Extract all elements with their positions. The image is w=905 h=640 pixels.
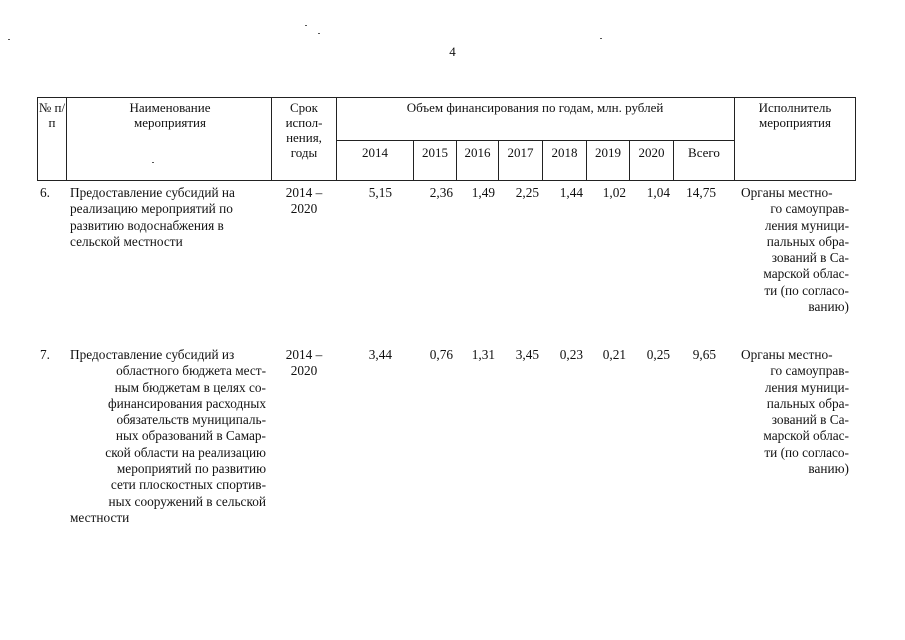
row7-name-line: ным бюджетам в целях со- (114, 379, 266, 395)
row6-executor-line: ления муници- (764, 217, 849, 233)
row7-name-line: финансирования расходных (107, 395, 266, 411)
col-divider-no (66, 97, 67, 181)
scan-speck (600, 38, 602, 39)
row6-term-line: 2020 (290, 201, 318, 217)
row7-value-2020: 0,25 (646, 347, 670, 362)
row6-term (275, 185, 333, 218)
row6-executor-line: го самоуправ- (770, 201, 849, 217)
row7-name-line: Предоставление субсидий из (70, 347, 235, 362)
page-number: 4 (449, 44, 456, 59)
scan-speck (305, 25, 307, 26)
row6-name-line: сельской местности (70, 233, 183, 249)
header-funding: Объем финансирования по годам, млн. рублей (406, 100, 664, 115)
row7-executor-line: ления муници- (764, 379, 849, 395)
row6-value-2017: 2,25 (515, 185, 539, 200)
table-top-border (37, 97, 855, 98)
row7-name-line: областного бюджета мест- (116, 363, 266, 379)
row6-name-line: реализацию мероприятий по (70, 201, 233, 217)
row7-name-line: обязательств муниципаль- (116, 412, 266, 428)
row6-executor-line: пальных обра- (766, 233, 849, 249)
row7-executor-line: ванию) (808, 461, 849, 477)
header-year-2014: 2014 (362, 145, 388, 160)
row6-executor-line: ти (по согласо- (764, 282, 849, 298)
header-year-2019: 2019 (595, 145, 621, 160)
row7-name-line: ской области на реализацию (105, 444, 266, 460)
row7-value-2015: 0,76 (429, 347, 453, 362)
row6-value-2019: 1,02 (602, 185, 626, 200)
row7-executor-line: го самоуправ- (770, 363, 849, 379)
header-year-2017: 2017 (507, 145, 534, 160)
row7-value-2017: 3,45 (515, 347, 539, 362)
row6-executor-line: Органы местно- (741, 185, 833, 200)
row6-value-2018: 1,44 (559, 185, 583, 200)
row7-executor-line: марской облас- (763, 428, 849, 444)
row6-value-2016: 1,49 (471, 185, 495, 200)
col-divider-name (271, 97, 272, 181)
row6-name-line: развитию водоснабжения в (70, 217, 224, 233)
col-divider-term (336, 97, 337, 181)
header-year-total: Всего (688, 145, 720, 160)
years-top-border (336, 140, 734, 141)
row6-name (70, 185, 266, 250)
row7-value-2016: 1,31 (471, 347, 495, 362)
scan-speck (318, 33, 320, 34)
header-year-2018: 2018 (551, 145, 578, 160)
row6-value-2020: 1,04 (646, 185, 670, 200)
row6-executor-line: марской облас- (763, 266, 849, 282)
row7-term (275, 347, 333, 380)
row7-executor-line: зований в Са- (771, 412, 849, 428)
table-right-border (855, 97, 856, 181)
row7-value-2018: 0,23 (559, 347, 583, 362)
header-year-2020: 2020 (638, 145, 665, 160)
row7-name-line: мероприятий по развитию (116, 461, 266, 477)
row7-executor-line: Органы местно- (741, 347, 833, 362)
row7-executor-line: пальных обра- (766, 395, 849, 411)
row6-executor (741, 185, 849, 315)
header-bottom-border (37, 180, 855, 181)
header-year-2015: 2015 (422, 145, 448, 160)
row7-name-line: местности (70, 509, 130, 525)
row7-term-line: 2020 (290, 363, 318, 379)
header-executor: Исполнитель мероприятия (758, 100, 832, 130)
row7-name-line: сети плоскостных спортив- (110, 477, 266, 493)
scan-speck (152, 162, 154, 163)
row7-name-line: ных сооружений в сельской (108, 493, 266, 509)
row7-value-total: 9,65 (692, 347, 716, 362)
header-no: № п/п (38, 100, 66, 130)
row6-no: 6. (40, 185, 50, 200)
scan-speck (8, 39, 10, 40)
row7-executor-line: ти (по согласо- (764, 444, 849, 460)
row7-name-line: ных образований в Самар- (115, 428, 266, 444)
row7-executor (741, 347, 849, 477)
row6-value-total: 14,75 (686, 185, 716, 200)
header-term: Срок испол-нения, годы (285, 100, 323, 160)
row7-value-2019: 0,21 (602, 347, 626, 362)
row6-name-line: Предоставление субсидий на (70, 185, 235, 200)
row6-term-line: 2014 – (285, 185, 323, 200)
row7-value-2014: 3,44 (368, 347, 392, 362)
row6-value-2014: 5,15 (368, 185, 392, 200)
row6-executor-line: зований в Са- (771, 250, 849, 266)
header-name: Наименование мероприятия (129, 100, 211, 130)
col-divider-total (734, 97, 735, 181)
row6-executor-line: ванию) (808, 299, 849, 315)
row7-term-line: 2014 – (285, 347, 323, 362)
header-year-2016: 2016 (464, 145, 491, 160)
row7-no: 7. (40, 347, 50, 362)
row6-value-2015: 2,36 (429, 185, 453, 200)
row7-name (70, 347, 266, 526)
